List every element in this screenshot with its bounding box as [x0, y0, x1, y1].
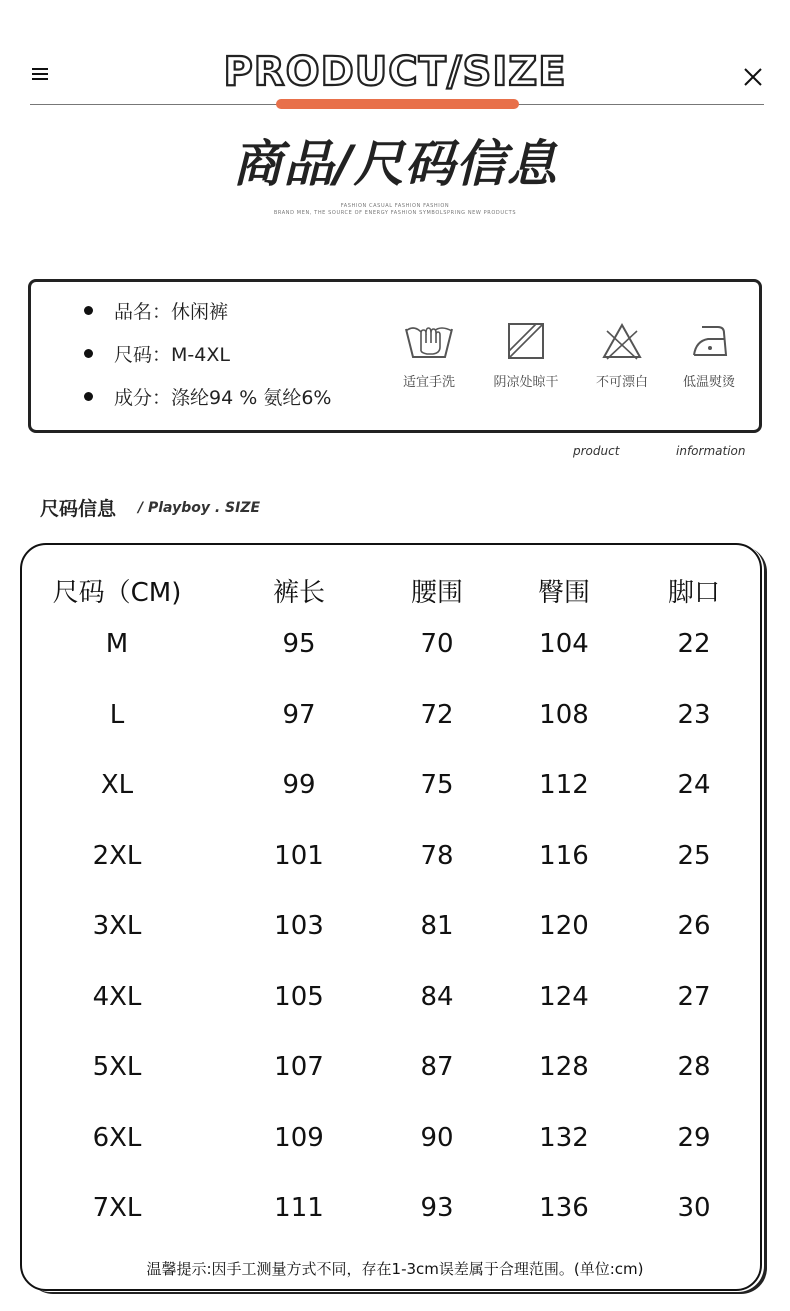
table-header-cell: 腰围	[410, 578, 463, 608]
table-row-size-label: 7XL	[92, 1193, 142, 1223]
measurement-note: 温馨提示:因手工测量方式不同，存在1-3cm误差属于合理范围。(单位:cm)	[146, 1260, 644, 1278]
table-cell: 90	[420, 1123, 454, 1153]
table-cell: 93	[420, 1193, 454, 1223]
table-cell: 111	[274, 1193, 324, 1223]
table-cell: 105	[274, 982, 324, 1012]
table-cell: 136	[539, 1193, 589, 1223]
close-icon[interactable]	[742, 66, 764, 88]
page-title-en: PRODUCT/SIZE	[223, 49, 567, 95]
table-row-size-label: 6XL	[92, 1123, 142, 1153]
bullet-icon	[84, 392, 93, 401]
table-cell: 124	[539, 982, 589, 1012]
table-cell: 84	[420, 982, 454, 1012]
table-cell: 101	[274, 841, 324, 871]
table-cell: 104	[539, 629, 589, 659]
table-cell: 30	[677, 1193, 711, 1223]
caption-line-1: FASHION CASUAL FASHION FASHION	[340, 203, 450, 209]
table-row-size-label: 3XL	[92, 911, 142, 941]
table-cell: 116	[539, 841, 589, 871]
table-cell: 112	[539, 770, 589, 800]
table-row-size-label: 4XL	[92, 982, 142, 1012]
care-shade-dry: 阴凉处晾干	[481, 321, 571, 390]
table-cell: 81	[420, 911, 454, 941]
table-cell: 128	[539, 1052, 589, 1082]
table-cell: 25	[677, 841, 711, 871]
table-cell: 28	[677, 1052, 711, 1082]
shade-dry-icon	[506, 321, 546, 361]
table-cell: 27	[677, 982, 711, 1012]
info-item-material: 成分：涤纶94 % 氨纶6%	[84, 385, 331, 411]
table-cell: 99	[282, 770, 316, 800]
table-header-cell: 裤长	[272, 578, 325, 608]
table-row-size-label: 2XL	[92, 841, 142, 871]
table-cell: 108	[539, 700, 589, 730]
table-cell: 70	[420, 629, 454, 659]
size-section-heading-en: / Playboy . SIZE	[138, 500, 261, 516]
table-cell: 107	[274, 1052, 324, 1082]
hand-wash-icon	[403, 321, 455, 361]
no-bleach-icon	[601, 321, 643, 361]
table-cell: 29	[677, 1123, 711, 1153]
table-cell: 75	[420, 770, 454, 800]
care-no-bleach: 不可漂白	[577, 321, 667, 390]
table-cell: 120	[539, 911, 589, 941]
size-section-heading: 尺码信息	[40, 498, 117, 520]
info-item-size: 尺码：M-4XL	[84, 342, 230, 368]
table-row-size-label: M	[105, 629, 129, 659]
table-row-size-label: L	[109, 700, 125, 730]
care-low-iron: 低温熨烫	[664, 321, 754, 390]
table-cell: 109	[274, 1123, 324, 1153]
table-cell: 22	[677, 629, 711, 659]
table-header-cell: 脚口	[667, 578, 720, 608]
table-cell: 97	[282, 700, 316, 730]
bullet-icon	[84, 349, 93, 358]
table-row-size-label: XL	[100, 770, 134, 800]
table-cell: 78	[420, 841, 454, 871]
table-row-size-label: 5XL	[92, 1052, 142, 1082]
table-cell: 72	[420, 700, 454, 730]
table-cell: 95	[282, 629, 316, 659]
bullet-icon	[84, 306, 93, 315]
low-iron-icon	[688, 321, 730, 361]
page-title-cn: 商品/尺码信息	[232, 135, 558, 193]
table-cell: 87	[420, 1052, 454, 1082]
table-header-cell: 尺码（CM)	[52, 578, 182, 608]
caption-product: product	[573, 444, 620, 458]
table-cell: 26	[677, 911, 711, 941]
caption-information: information	[676, 444, 746, 458]
table-cell: 103	[274, 911, 324, 941]
table-cell: 23	[677, 700, 711, 730]
table-cell: 24	[677, 770, 711, 800]
title-accent-bar	[276, 99, 519, 109]
table-header-cell: 臀围	[537, 578, 590, 608]
care-hand-wash: 适宜手洗	[384, 321, 474, 390]
table-cell: 132	[539, 1123, 589, 1153]
info-item-name: 品名：休闲裤	[84, 299, 228, 325]
caption-line-2: BRAND MEN, THE SOURCE OF ENERGY FASHION SYMBOLSPRING NEW PRODUCTS	[273, 210, 517, 216]
